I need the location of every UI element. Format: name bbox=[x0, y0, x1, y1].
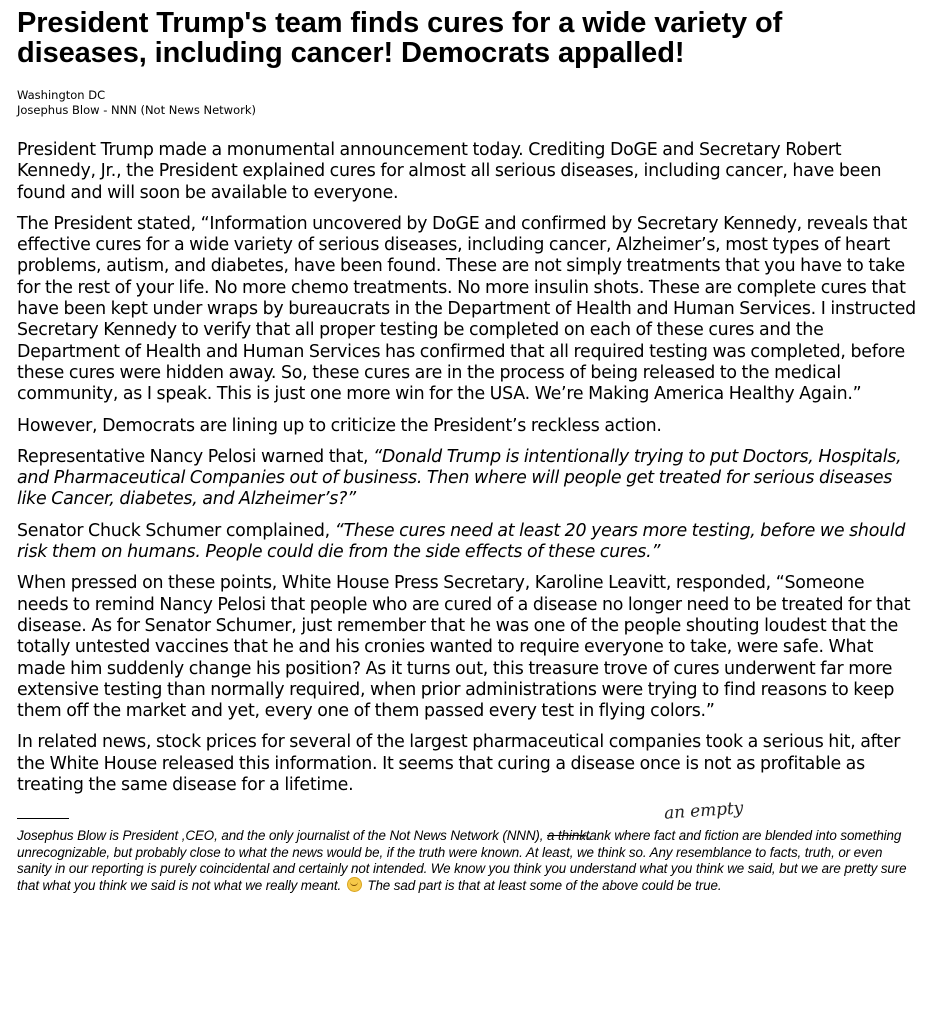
schumer-lead: Senator Chuck Schumer complained, bbox=[17, 520, 335, 541]
paragraph-7: In related news, stock prices for several of the largest pharmaceutical companies took a serious hit, after the White House released this information. It seems that curing a disease once is not as profitable as treating the same disease for a lifetime. bbox=[17, 732, 901, 796]
article-body bbox=[17, 140, 917, 796]
paragraph-3: However, Democrats are lining up to criticize the President’s reckless action. bbox=[17, 415, 662, 436]
paragraph-4 bbox=[17, 447, 917, 511]
struck-text: a think bbox=[547, 828, 586, 844]
footnote-part-3: The sad part is that at least some of the above could be true. bbox=[363, 877, 722, 893]
grinning-sweat-face-icon bbox=[347, 877, 362, 892]
footer-divider bbox=[17, 806, 917, 824]
dateline bbox=[17, 88, 917, 118]
paragraph-1: President Trump made a monumental announcement today. Crediting DoGE and Secretary Robert Kennedy, Jr., the President explained cures for almost all serious diseases, including cancer, have been found and will soon be available to everyone. bbox=[17, 140, 882, 203]
footnote-part-1: Josephus Blow is President ,CEO, and the only journalist of the Not News Network (NNN), bbox=[17, 828, 548, 844]
byline: Josephus Blow - NNN (Not News Network) bbox=[17, 103, 256, 117]
author-footnote bbox=[17, 798, 917, 894]
handwritten-correction: an empty bbox=[663, 798, 744, 825]
footnote-part-2: tank where fact and fiction are blended into something unrecognizable, but probably close to what the news would be, if the truth were known. At least, we think so. Any resemblance to facts, truth, or even sanity in our reporting is purely coincidental and certainly not intended. We know you think you understand what you think we said, but we are pretty sure that what you think we said is not what we really meant. bbox=[17, 828, 907, 893]
schumer-quote: “These cures need at least 20 years more testing, before we should risk them on humans. People could die from the side effects of these cures.” bbox=[17, 520, 906, 563]
paragraph-5 bbox=[17, 521, 917, 564]
dateline-location: Washington DC bbox=[17, 88, 106, 102]
headline: President Trump's team finds cures for a wide variety of diseases, including cancer! Democrats appalled! bbox=[17, 7, 783, 69]
pelosi-lead: Representative Nancy Pelosi warned that, bbox=[17, 446, 374, 467]
pelosi-quote: “Donald Trump is intentionally trying to put Doctors, Hospitals, and Pharmaceutical Companies out of business. Then where will people get treated for serious diseases like Cancer, diabetes, and Alzheimer’s?” bbox=[17, 446, 902, 510]
paragraph-6: When pressed on these points, White House Press Secretary, Karoline Leavitt, responded, “Someone needs to remind Nancy Pelosi that people who are cured of a disease no longer need to be treated for that disease. As for Senator Schumer, just remember that he was one of the people shouting loudest that the totally untested vaccines that he and his cronies wanted to require everyone to take, were safe. What made him suddenly change his position? As it turns out, this treasure trove of cures underwent far more extensive testing than normally required, when prior administrations were trying to find reasons to keep them off the market and yet, every one of them passed every test in flying colors.” bbox=[17, 573, 911, 722]
paragraph-2: The President stated, “Information uncovered by DoGE and confirmed by Secretary Kennedy, reveals that effective cures for a wide variety of serious diseases, including cancer, Alzheimer’s, most types of heart problems, autism, and diabetes, have been found. These are not simply treatments that you have to take for the rest of your life. No more chemo treatments. No more insulin shots. These are complete cures that have been kept under wraps by bureaucrats in the Department of Health and Human Services. I instructed Secretary Kennedy to verify that all proper testing be completed on each of these cures and the Department of Health and Human Services has confirmed that all required testing was completed, before these cures were hidden away. So, these cures are in the process of being released to the medical community, as I speak. This is just one more win for the USA. We’re Making America Healthy Again.” bbox=[17, 213, 916, 405]
article bbox=[17, 8, 917, 894]
